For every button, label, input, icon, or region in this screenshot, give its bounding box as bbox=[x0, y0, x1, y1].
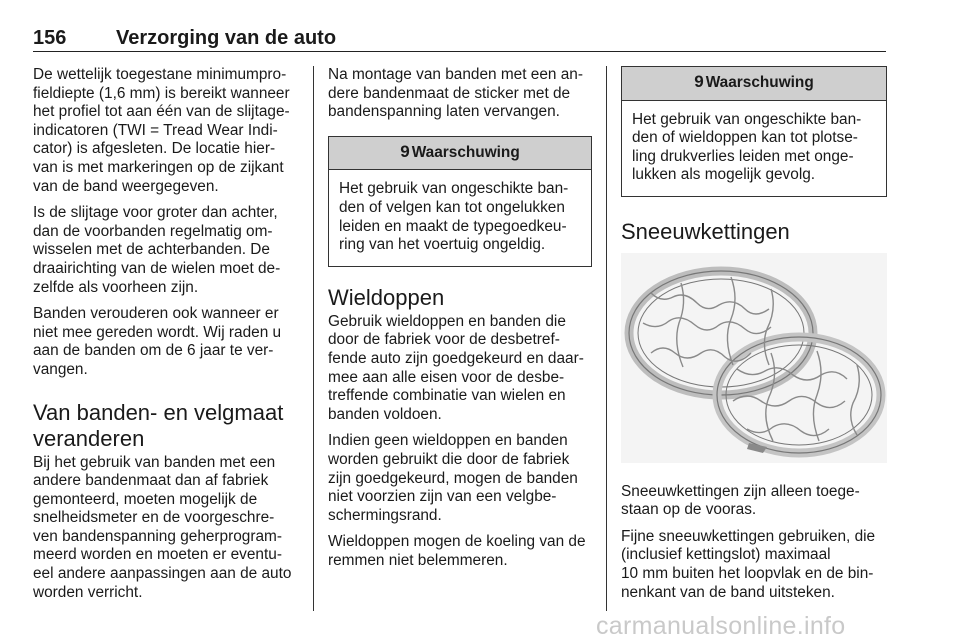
paragraph-wheel-covers-cooling: Wieldoppen mogen de koeling van de remmen niet belemmeren. bbox=[328, 533, 586, 569]
heading-wheel-covers: Wieldoppen bbox=[328, 284, 445, 310]
page-header bbox=[33, 27, 886, 52]
warning-triangle-icon: 9 bbox=[694, 72, 704, 91]
heading-tyre-size-change: Van banden- en velgmaat veranderen bbox=[33, 399, 284, 451]
warning-box bbox=[621, 66, 887, 197]
paragraph-wheel-covers-rim: Indien geen wieldoppen en banden worden gebruikt die door de fabriek zijn goedgekeurd, mogen de banden niet voorzien zijn van een velgbe- schermingsrand. bbox=[328, 432, 578, 524]
column-divider bbox=[313, 66, 314, 611]
paragraph-tread-depth: De wettelijk toegestane minimumpro- fieldiepte (1,6 mm) is bereikt wanneer het profiel tot aan één van de slijtage- indicatoren (TWI = Tread Wear Indi- cator) is afgesleten. De locatie hier- van is met markeringen op de zijkant van de band weergegeven. bbox=[33, 66, 290, 195]
paragraph-size-change: Bij het gebruik van banden met een andere bandenmaat dan af fabriek gemonteerd, moeten mogelijk de snelheidsmeter en de voorgeschre- ven bandenspanning geherprogram- meerd worden en moeten er eventu- eel andere aanpassingen aan de auto worden verricht. bbox=[33, 453, 292, 601]
warning-title: Waarschuwing bbox=[705, 74, 814, 91]
column-1 bbox=[33, 66, 301, 610]
paragraph-aging: Banden verouderen ook wanneer er niet mee gereden wordt. Wij raden u aan de banden om de 6 jaar te ver- vangen. bbox=[33, 305, 282, 378]
section-title: Verzorging van de auto bbox=[116, 27, 337, 49]
page-number: 156 bbox=[33, 27, 67, 49]
paragraph-fine-chains: Fijne sneeuwkettingen gebruiken, die (inclusief kettingslot) maximaal 10 mm buiten het loopvlak en de bin- nenkant van de band uitsteken. bbox=[621, 527, 876, 601]
warning-header bbox=[329, 137, 591, 171]
column-2 bbox=[328, 66, 592, 578]
warning-text: Het gebruik van ongeschikte ban- den of wieldoppen kan tot plotse- ling drukverlies leiden met onge- lukken als mogelijk gevolg. bbox=[632, 110, 862, 184]
warning-title: Waarschuwing bbox=[411, 143, 520, 161]
snow-chains-illustration bbox=[621, 253, 887, 463]
column-3 bbox=[621, 66, 887, 610]
warning-triangle-icon: 9 bbox=[400, 141, 410, 161]
watermark: carmanualsonline.info bbox=[596, 612, 846, 640]
paragraph-sticker: Na montage van banden met een an- dere bandenmaat de sticker met de bandenspanning laten vervangen. bbox=[328, 66, 583, 121]
warning-text: Het gebruik van ongeschikte ban- den of velgen kan tot ongelukken leiden en maakt de typegoedkeu- ring van het voertuig ongeldig. bbox=[339, 180, 569, 254]
paragraph-front-axle: Sneeuwkettingen zijn alleen toege- staan op de vooras. bbox=[621, 482, 860, 519]
heading-snow-chains: Sneeuwkettingen bbox=[621, 218, 790, 244]
warning-box bbox=[328, 136, 592, 267]
column-divider bbox=[606, 66, 607, 611]
paragraph-wear: Is de slijtage voor groter dan achter, dan de voorbanden regelmatig om- wisselen met de achterbanden. De draairichting van de wielen moet de- zelfde als voorheen zijn. bbox=[33, 204, 281, 296]
paragraph-wheel-covers-approved: Gebruik wieldoppen en banden die door de fabriek voor de desbetref- fende auto zijn goedgekeurd en daar- mee aan alle eisen voor de desbe- treffende combinatie van wielen en banden voldoen. bbox=[328, 312, 584, 423]
warning-header bbox=[622, 67, 886, 101]
